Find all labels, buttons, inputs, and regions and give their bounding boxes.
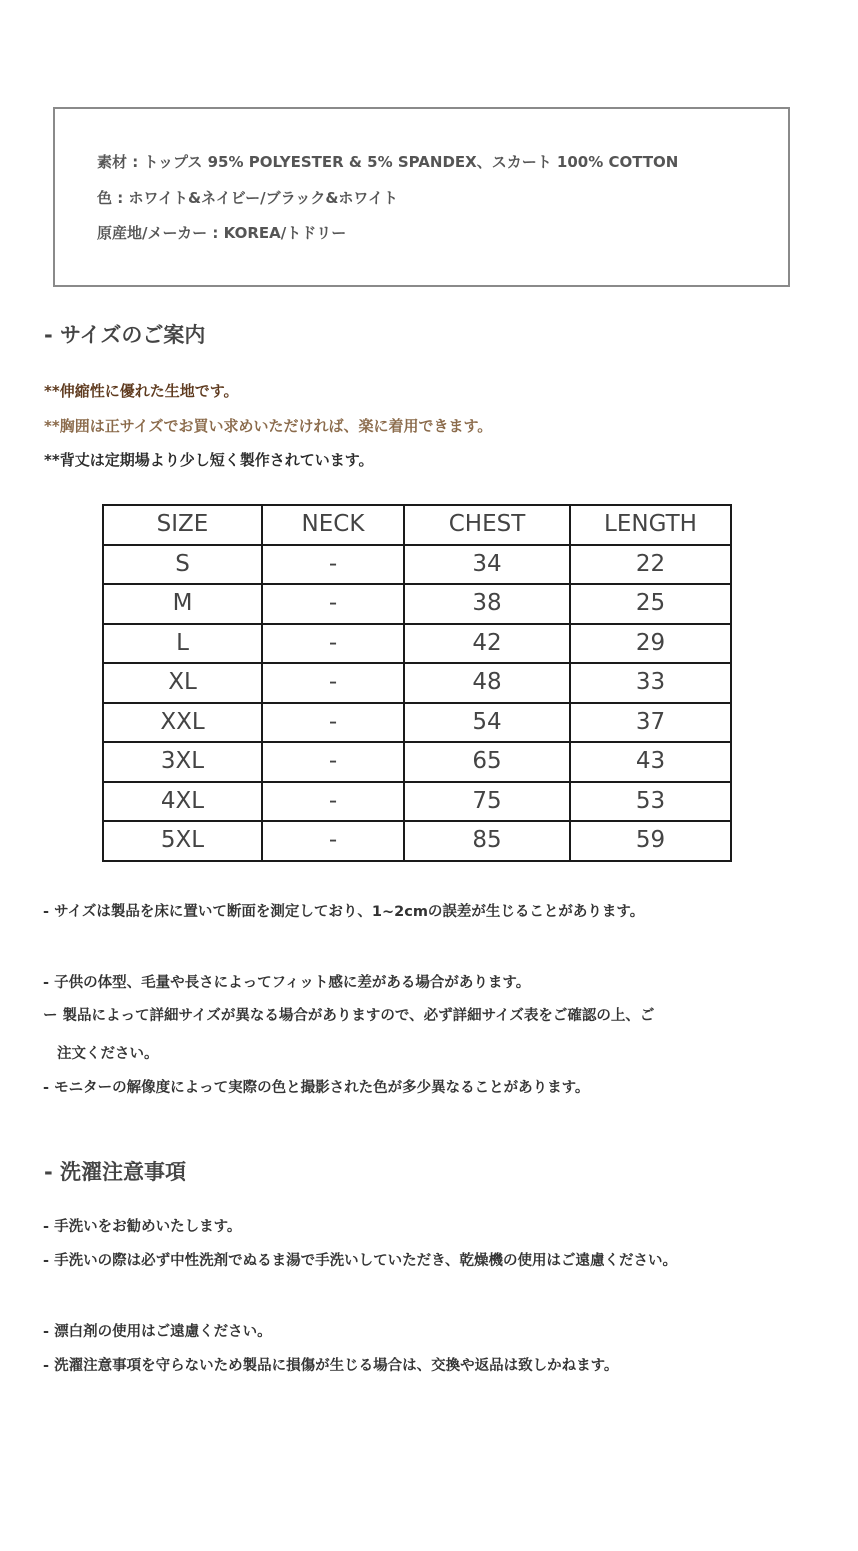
cell-neck: - bbox=[262, 624, 404, 664]
remark-monitor-color: - モニターの解像度によって実際の色と撮影された色が多少異なることがあります。 bbox=[43, 1080, 590, 1096]
cell-chest: 42 bbox=[404, 624, 570, 664]
cell-length: 53 bbox=[570, 782, 731, 822]
care-item-bleach: - 漂白剤の使用はご遠慮ください。 bbox=[43, 1324, 272, 1340]
remark-size-check-cont: 注文ください。 bbox=[57, 1046, 159, 1062]
remark-measurement: - サイズは製品を床に置いて断面を測定しており、1~2cmの誤差が生じることがあります。 bbox=[43, 904, 645, 920]
remark-size-check: ー 製品によって詳細サイズが異なる場合がありますので、必ず詳細サイズ表をご確認の上、ご bbox=[43, 1008, 655, 1024]
remark-fit: - 子供の体型、毛量や長さによってフィット感に差がある場合があります。 bbox=[43, 975, 531, 991]
material-info-box bbox=[53, 107, 790, 287]
header-length: LENGTH bbox=[570, 505, 731, 545]
care-item-detergent: - 手洗いの際は必ず中性洗剤でぬるま湯で手洗いしていただき、乾燥機の使用はご遠慮ください。 bbox=[43, 1253, 677, 1269]
table-row bbox=[103, 742, 731, 782]
care-item-hand-wash: - 手洗いをお勧めいたします。 bbox=[43, 1219, 242, 1235]
cell-neck: - bbox=[262, 742, 404, 782]
care-item-no-return: - 洗濯注意事項を守らないため製品に損傷が生じる場合は、交換や返品は致しかねます。 bbox=[43, 1358, 619, 1374]
table-row bbox=[103, 663, 731, 703]
cell-chest: 54 bbox=[404, 703, 570, 743]
table-row bbox=[103, 703, 731, 743]
table-row bbox=[103, 545, 731, 585]
table-header-row bbox=[103, 505, 731, 545]
cell-length: 22 bbox=[570, 545, 731, 585]
size-table bbox=[102, 504, 732, 862]
table-row bbox=[103, 584, 731, 624]
cell-chest: 38 bbox=[404, 584, 570, 624]
cell-length: 33 bbox=[570, 663, 731, 703]
header-chest: CHEST bbox=[404, 505, 570, 545]
cell-chest: 65 bbox=[404, 742, 570, 782]
header-neck: NECK bbox=[262, 505, 404, 545]
cell-size: L bbox=[103, 624, 262, 664]
cell-length: 29 bbox=[570, 624, 731, 664]
size-note-length: **背丈は定期場より少し短く製作されています。 bbox=[44, 451, 374, 469]
cell-neck: - bbox=[262, 584, 404, 624]
cell-chest: 34 bbox=[404, 545, 570, 585]
material-fabric: 素材 : トップス 95% POLYESTER & 5% SPANDEX、スカート 100% COTTON bbox=[97, 153, 679, 171]
cell-size: XL bbox=[103, 663, 262, 703]
cell-size: S bbox=[103, 545, 262, 585]
table-row bbox=[103, 782, 731, 822]
cell-size: M bbox=[103, 584, 262, 624]
cell-length: 43 bbox=[570, 742, 731, 782]
cell-size: 3XL bbox=[103, 742, 262, 782]
cell-size: XXL bbox=[103, 703, 262, 743]
cell-neck: - bbox=[262, 703, 404, 743]
cell-chest: 75 bbox=[404, 782, 570, 822]
size-note-stretch: **伸縮性に優れた生地です。 bbox=[44, 382, 239, 400]
cell-neck: - bbox=[262, 545, 404, 585]
cell-neck: - bbox=[262, 663, 404, 703]
table-row bbox=[103, 624, 731, 664]
cell-size: 5XL bbox=[103, 821, 262, 861]
size-guide-title: - サイズのご案内 bbox=[44, 323, 206, 347]
cell-size: 4XL bbox=[103, 782, 262, 822]
cell-length: 59 bbox=[570, 821, 731, 861]
material-origin: 原産地/メーカー : KOREA/トドリー bbox=[97, 224, 347, 242]
size-note-chest: **胸囲は正サイズでお買い求めいただければ、楽に着用できます。 bbox=[44, 417, 493, 435]
table-row bbox=[103, 821, 731, 861]
care-title: - 洗濯注意事項 bbox=[44, 1160, 187, 1184]
header-size: SIZE bbox=[103, 505, 262, 545]
cell-length: 25 bbox=[570, 584, 731, 624]
cell-chest: 85 bbox=[404, 821, 570, 861]
material-color: 色 : ホワイト&ネイビー/ブラック&ホワイト bbox=[97, 189, 398, 207]
cell-neck: - bbox=[262, 821, 404, 861]
cell-length: 37 bbox=[570, 703, 731, 743]
cell-chest: 48 bbox=[404, 663, 570, 703]
cell-neck: - bbox=[262, 782, 404, 822]
